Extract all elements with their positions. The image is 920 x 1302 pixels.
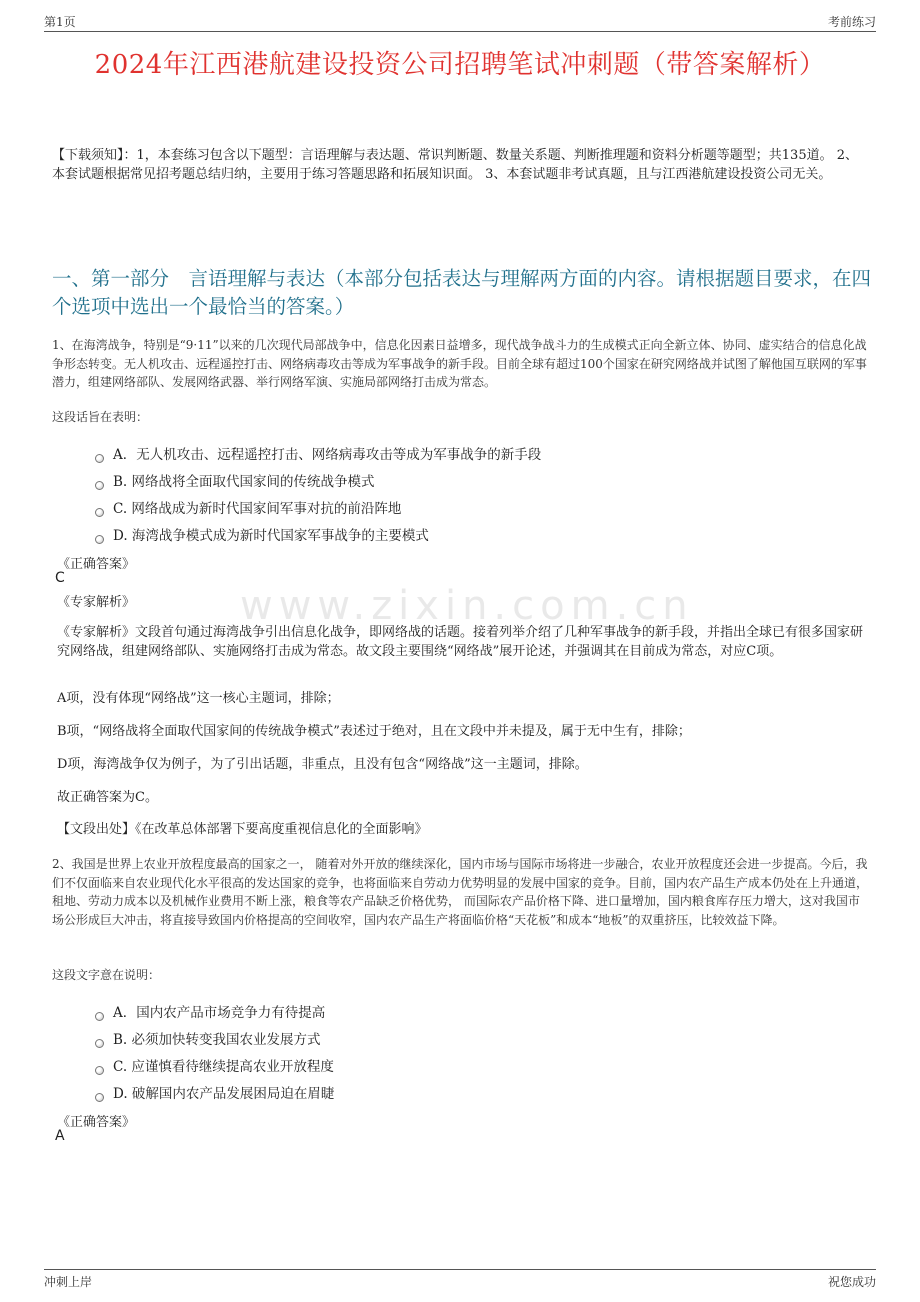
option-label: A．国内农产品市场竞争力有待提高 [113, 1005, 326, 1021]
q2-answer: A [55, 1128, 65, 1144]
q1-analysis-d: D项，海湾战争仅为例子，为了引出话题，非重点，且没有包含“网络战”这一主题词，排除。 [57, 757, 588, 772]
question-1-text: 1、在海湾战争，特别是“9·11”以来的几次现代局部战争中，信息化因素日益增多，现代战争战斗力的生成模式正向全新立体、协同、虚实结合的信息化战争形态转变。无人机攻击、远程遥控打击、网络病毒攻击等成为军事战争的新手段。目前全球有超过100个国家在研究网络战并试图了解他国互联网的军事潜力，组建网络部队、发展网络武器、举行网络军演、实施局部网络打击成为常态。 [52, 338, 867, 389]
q1-option-b[interactable] [95, 470, 375, 490]
footer-right: 祝您成功 [827, 1275, 876, 1289]
option-label: D. 破解国内农产品发展困局迫在眉睫 [113, 1086, 335, 1102]
question-1-prompt: 这段话旨在表明： [52, 410, 149, 424]
q2-option-c[interactable] [95, 1055, 334, 1075]
option-label: C. 应谨慎看待继续提高农业开放程度 [113, 1059, 334, 1075]
option-label: C. 网络战成为新时代国家间军事对抗的前沿阵地 [113, 501, 402, 517]
q1-analysis-conclusion: 故正确答案为C。 [57, 790, 158, 805]
page-header [44, 13, 876, 32]
document-title: 2024年江西港航建设投资公司招聘笔试冲刺题（带答案解析） [94, 50, 826, 80]
footer-left: 冲刺上岸 [44, 1275, 93, 1289]
q2-option-a[interactable] [95, 1001, 325, 1021]
q1-option-a[interactable] [95, 443, 541, 463]
q2-option-b[interactable] [95, 1028, 321, 1048]
section-heading: 一、第一部分 言语理解与表达（本部分包括表达与理解两方面的内容。请根据题目要求，在四个选项中选出一个最恰当的答案。） [52, 267, 872, 318]
radio-icon[interactable] [95, 1093, 104, 1102]
radio-icon[interactable] [95, 1066, 104, 1075]
q1-option-d[interactable] [95, 524, 429, 544]
q2-answer-label: 《正确答案》 [57, 1115, 136, 1130]
option-label: B. 网络战将全面取代国家间的传统战争模式 [113, 474, 375, 490]
option-label: A．无人机攻击、远程遥控打击、网络病毒攻击等成为军事战争的新手段 [113, 447, 542, 463]
q1-analysis-label: 《专家解析》 [57, 595, 136, 610]
q1-answer: C [55, 570, 65, 586]
q1-source: 【文段出处】《在改革总体部署下要高度重视信息化的全面影响》 [57, 822, 428, 837]
download-notice: 【下载须知】：1，本套练习包含以下题型：言语理解与表达题、常识判断题、数量关系题、判断推理题和资料分析题等题型；共135道。 2、本套试题根据常见招考题总结归纳，主要用于练习答题思路和拓展知识面。 3、本套试题非考试真题，且与江西港航建设投资公司无关。 [52, 148, 858, 182]
radio-icon[interactable] [95, 535, 104, 544]
question-2-text: 2、我国是世界上农业开放程度最高的国家之一， 随着对外开放的继续深化，国内市场与国际市场将进一步融合，农业开放程度还会进一步提高。今后，我们不仅面临来自农业现代化水平很高的发达国家的竞争，也将面临来自劳动力优势明显的发展中国家的竞争。目前，国内农产品生产成本仍处在上升通道，租地、劳动力成本以及机械作业费用不断上涨，粮食等农产品缺乏价格优势， 而国际农产品价格下降、进口量增加，国内粮食库存压力增大，这对我国市场公形成巨大冲击，将直接导致国内价格提高的空间收窄，国内农产品生产将面临价格“天花板”和成本“地板”的双重挤压，比较效益下降。 [52, 857, 869, 927]
option-label: D. 海湾战争模式成为新时代国家军事战争的主要模式 [113, 528, 429, 544]
q1-analysis-a: A项，没有体现“网络战”这一核心主题词，排除； [57, 691, 340, 706]
question-2-prompt: 这段文字意在说明： [52, 968, 161, 982]
radio-icon[interactable] [95, 454, 104, 463]
page-footer [44, 1269, 876, 1290]
radio-icon[interactable] [95, 481, 104, 490]
q1-analysis-summary: 《专家解析》文段首句通过海湾战争引出信息化战争，即网络战的话题。接着列举介绍了几种军事战争的新手段，并指出全球已有很多国家研究网络战，组建网络部队、实施网络打击成为常态。故文段主要围绕“网络战”展开论述，并强调其在目前成为常态，对应C项。 [57, 625, 864, 659]
watermark: www.zixin.com.cn [240, 583, 694, 629]
radio-icon[interactable] [95, 1012, 104, 1021]
option-label: B. 必须加快转变我国农业发展方式 [113, 1032, 321, 1048]
page-number: 第1页 [44, 15, 76, 29]
q1-analysis-b: B项，“网络战将全面取代国家间的传统战争模式”表述过于绝对，且在文段中并未提及，属于无中生有，排除； [57, 724, 691, 739]
q2-option-d[interactable] [95, 1082, 334, 1102]
radio-icon[interactable] [95, 1039, 104, 1048]
header-label: 考前练习 [827, 15, 876, 29]
q1-answer-label: 《正确答案》 [57, 557, 136, 572]
radio-icon[interactable] [95, 508, 104, 517]
q1-option-c[interactable] [95, 497, 401, 517]
